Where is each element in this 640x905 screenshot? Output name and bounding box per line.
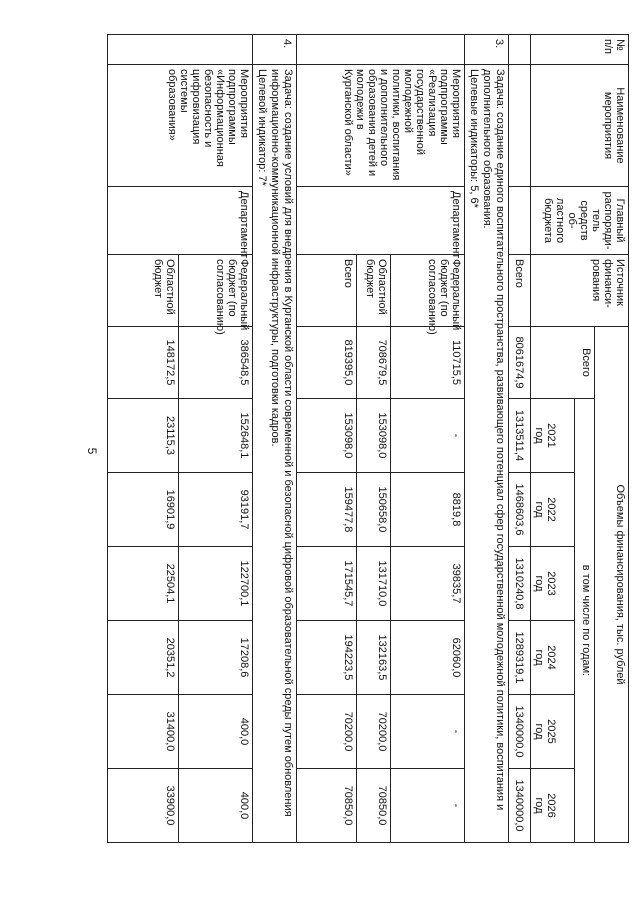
total-row-2024: 1289319,1 bbox=[509, 621, 531, 695]
total-row-2025: 1340000,0 bbox=[509, 695, 531, 769]
table-cell: 400,0 bbox=[179, 769, 253, 843]
header-manager: Главный распоряди- тель средств об- ластного бюджета bbox=[531, 187, 629, 255]
table-cell bbox=[509, 187, 531, 255]
header-num: № п/п bbox=[531, 35, 629, 65]
total-row-total: 8061674,9 bbox=[509, 327, 531, 399]
section-3-source-regional: Областной бюджет bbox=[357, 255, 391, 327]
header-year-2022: 2022 год bbox=[531, 473, 575, 547]
header-year-2023: 2023 год bbox=[531, 547, 575, 621]
table-cell: 400,0 bbox=[179, 695, 253, 769]
section-3-sum-total: 819395,0 bbox=[297, 327, 357, 399]
table-cell bbox=[297, 35, 465, 65]
table-cell: 17208,6 bbox=[179, 621, 253, 695]
section-4-event: Мероприятия подпрограммы «Информационная безопасность и цифровизация системы образования» bbox=[108, 65, 253, 187]
section-3-num: 3. bbox=[465, 35, 509, 65]
table-cell bbox=[509, 35, 531, 65]
table-row bbox=[179, 35, 253, 843]
table-cell: 20351,2 bbox=[108, 621, 179, 695]
section-3-manager: Департамент bbox=[297, 187, 465, 255]
header-name: Наименование мероприятия bbox=[531, 65, 629, 187]
table-cell: 8819,8 bbox=[391, 473, 465, 547]
total-row bbox=[509, 35, 531, 843]
section-3-regional-total: 708679,5 bbox=[357, 327, 391, 399]
section-4-task: Задача: создание условий для внедрения в Курганской области современной и безопасной цифровой образовательной среды путем обновления информационно-коммуникационной инфраструктуры, подготовки кадров. Целевой индикатор: 7* bbox=[253, 65, 297, 843]
table-cell: 62060,0 bbox=[391, 621, 465, 695]
table-cell: - bbox=[391, 769, 465, 843]
section-4-regional-total: 148172,5 bbox=[108, 327, 179, 399]
table-cell: 16901,9 bbox=[108, 473, 179, 547]
header-source: Источник финанси- рования bbox=[531, 255, 629, 327]
table-cell: 132163,5 bbox=[357, 621, 391, 695]
header-year-2021: 2021 год bbox=[531, 399, 575, 473]
total-row-2023: 1310240,8 bbox=[509, 547, 531, 621]
total-row-source: Всего bbox=[509, 255, 531, 327]
header-year-2026: 2026 год bbox=[531, 769, 575, 843]
table-cell: 122700,1 bbox=[179, 547, 253, 621]
table-cell: 70850,0 bbox=[297, 769, 357, 843]
table-cell bbox=[509, 65, 531, 187]
total-row-2021: 1313511,4 bbox=[509, 399, 531, 473]
section-3-task: Задача: создание единого воспитательного пространства, развивающего потенциал сфер государственной молодежной политики, воспитания и дополнительного образования. Целевые индикаторы: 5, 6* bbox=[465, 65, 509, 843]
table-cell: 153098,0 bbox=[297, 399, 357, 473]
table-cell: 194223,5 bbox=[297, 621, 357, 695]
table-cell: 93191,7 bbox=[179, 473, 253, 547]
header-total: Всего bbox=[531, 327, 595, 399]
section-4-source-federal: Федеральный бюджет (по согласованию) bbox=[179, 255, 253, 327]
table-cell: 31400,0 bbox=[108, 695, 179, 769]
table-cell: 159477,8 bbox=[297, 473, 357, 547]
table-cell: 171545,7 bbox=[297, 547, 357, 621]
section-4-manager: Департамент bbox=[108, 187, 253, 255]
table-cell: 70200,0 bbox=[297, 695, 357, 769]
table-cell: 150658,0 bbox=[357, 473, 391, 547]
table-row bbox=[391, 35, 465, 843]
table-cell: 131710,0 bbox=[357, 547, 391, 621]
table-cell: - bbox=[391, 695, 465, 769]
rotated-table-container bbox=[107, 34, 629, 842]
table-cell: 70200,0 bbox=[357, 695, 391, 769]
section-3-federal-total: 110715,5 bbox=[391, 327, 465, 399]
section-4-source-regional: Областной бюджет bbox=[108, 255, 179, 327]
section-3-source-total: Всего bbox=[297, 255, 357, 327]
table-cell: 33900,0 bbox=[108, 769, 179, 843]
header-year-2024: 2024 год bbox=[531, 621, 575, 695]
financing-table bbox=[107, 34, 629, 843]
section-3-source-federal: Федеральный бюджет (по согласованию) bbox=[391, 255, 465, 327]
header-by-years: в том числе по годам: bbox=[575, 399, 595, 843]
total-row-2022: 1468603,6 bbox=[509, 473, 531, 547]
section-4-federal-total: 386548,5 bbox=[179, 327, 253, 399]
section-4-num: 4. bbox=[253, 35, 297, 65]
table-cell: 22504,1 bbox=[108, 547, 179, 621]
header-volumes: Объемы финансирования, тыс. рублей bbox=[595, 327, 629, 843]
table-cell: 152648,1 bbox=[179, 399, 253, 473]
page-number: 5 bbox=[85, 447, 99, 455]
total-row-2026: 1340000,0 bbox=[509, 769, 531, 843]
table-cell bbox=[108, 35, 253, 65]
table-cell: 39835,7 bbox=[391, 547, 465, 621]
table-cell: 70850,0 bbox=[357, 769, 391, 843]
table-cell: 23115,3 bbox=[108, 399, 179, 473]
table-cell: - bbox=[391, 399, 465, 473]
header-year-2025: 2025 год bbox=[531, 695, 575, 769]
table-cell: 153098,0 bbox=[357, 399, 391, 473]
section-3-event: Мероприятия подпрограммы «Реализация государственной молодежной политики, воспитания и дополнительного образования детей и молодежи в Курганской области» bbox=[297, 65, 465, 187]
